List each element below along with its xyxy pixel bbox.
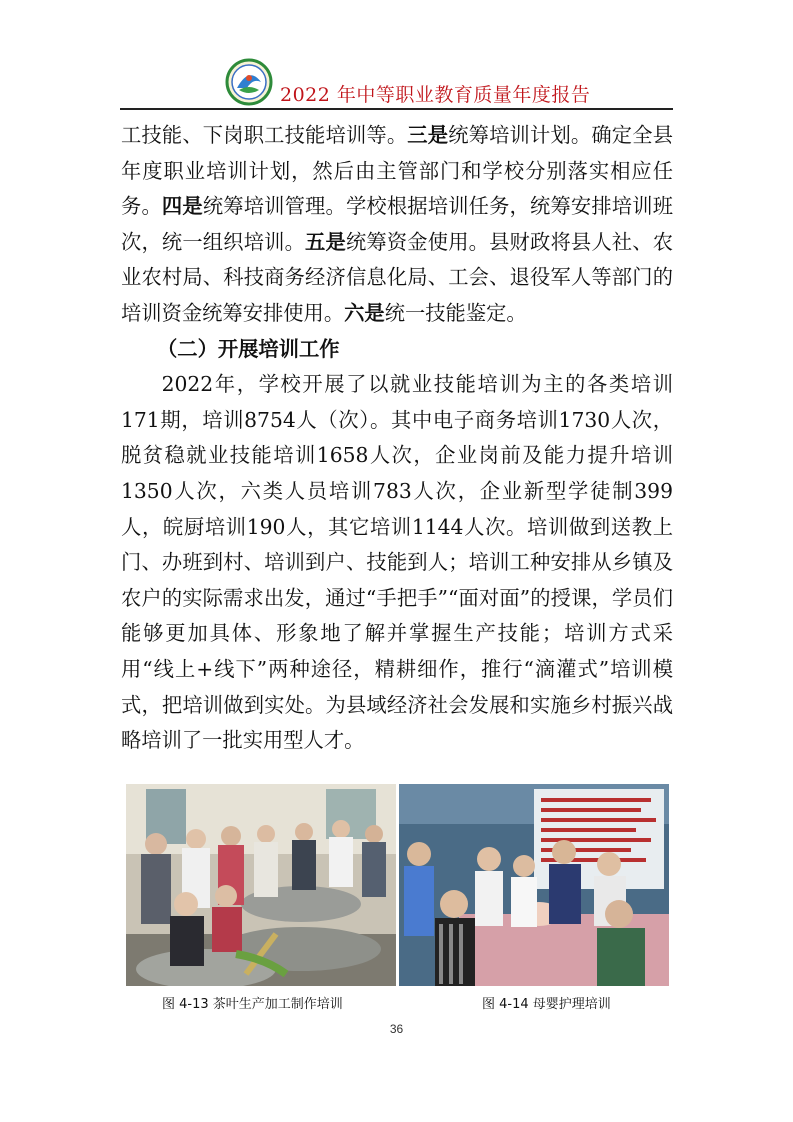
main-text (121, 118, 673, 759)
text-run: 工技能、下岗职工技能培训等。 (121, 123, 408, 147)
bold-label: 三是 (407, 123, 449, 147)
text-run: 统一技能鉴定。 (384, 300, 527, 325)
header-divider (120, 108, 673, 110)
maternal-care-photo (399, 784, 669, 986)
text-run: 统筹培训计划。确定全县年度职业培训计划，然后由主管部门和学校分别落实相应任务。 (121, 123, 673, 219)
paragraph-training-work: 2022年，学校开展了以就业技能培训为主的各类培训171期，培训8754人（次）。其中电子商务培训1730人次，脱贫稳就业技能培训1658人次，企业岗前及能力提升培训1350人次，六类人员培训783人次，企业新型学徒制399人，皖厨培训190人，其它培训1144人次。培训做到送教上门、办班到村、培训到户、技能到人；培训工种安排从乡镇及农户的实际需求出发，通过“手把手”“面对面”的授课，学员们能够更加具体、形象地了解并掌握生产技能；培训方式采用“线上+线下”两种途径，精耕细作，推行“滴灌式”培训模式，把培训做到实处。为县域经济社会发展和实施乡村振兴战略培训了一批实用型人才。 (121, 372, 673, 753)
section-subheading: （二）开展培训工作 (157, 336, 340, 361)
text-run: 统筹资金使用。县财政将县人社、农业农村局、科技商务经济信息化局、工会、退役军人等部门的培训资金统筹安排使用。 (121, 229, 673, 325)
text-run: 统筹培训管理。学校根据培训任务，统筹安排培训班次，统一组织培训。 (121, 194, 673, 254)
page-header (120, 52, 673, 110)
bold-label: 四是 (161, 194, 203, 219)
bold-label: 五是 (305, 229, 346, 254)
school-logo-icon (225, 58, 273, 106)
figure-caption-4-14: 图 4-14 母婴护理培训 (482, 997, 611, 1012)
page-number: 36 (389, 1022, 404, 1036)
bold-label: 六是 (344, 300, 385, 325)
tea-processing-photo (126, 784, 396, 986)
paragraph-coordination (121, 118, 673, 332)
report-title: 2022 年中等职业教育质量年度报告 (280, 84, 591, 106)
figure-caption-4-13: 图 4-13 茶叶生产加工制作培训 (162, 997, 343, 1012)
